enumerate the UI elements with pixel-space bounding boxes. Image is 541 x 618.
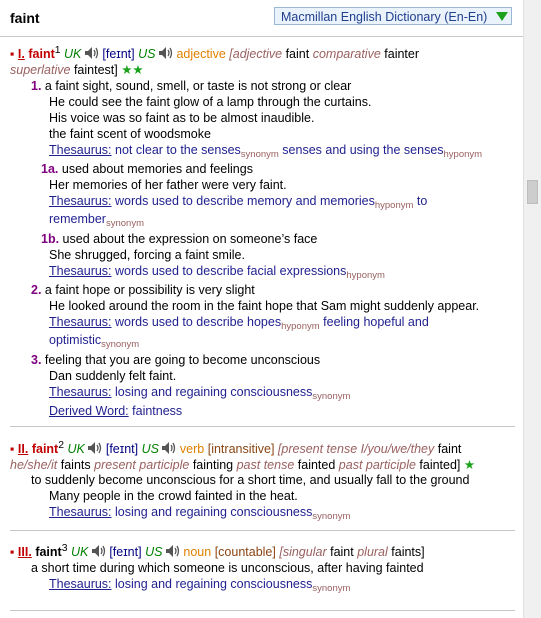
entry-2-headline-cont [10, 457, 475, 472]
entry-3-roman[interactable]: III. [17, 545, 32, 560]
sense-definition: a faint hope or possibility is very slight [44, 283, 255, 297]
dropdown-arrow-icon[interactable] [496, 12, 508, 21]
thesaurus-line [49, 194, 428, 211]
entry-3-sup: 3 [61, 543, 68, 554]
verb-form: faint [437, 442, 462, 457]
example: She shrugged, forcing a faint smile. [49, 248, 245, 262]
relation-tag: synonym [105, 218, 144, 229]
entry-divider [10, 426, 515, 427]
example: Many people in the crowd fainted in the heat. [49, 489, 298, 503]
entry-3-word: faint [35, 545, 62, 560]
example: Dan suddenly felt faint. [49, 369, 177, 383]
speaker-uk-icon[interactable] [85, 47, 99, 59]
thesaurus-line [49, 577, 351, 594]
entry-2-roman[interactable]: II. [17, 442, 29, 457]
speaker-uk-icon[interactable] [88, 442, 102, 454]
entry-3-headline [10, 543, 425, 559]
entry-1-roman[interactable]: I. [17, 47, 25, 62]
derived-word-link[interactable]: faintness [132, 404, 183, 418]
vertical-scrollbar[interactable] [523, 0, 541, 618]
sense-definition: a faint sight, sound, smell, or taste is not strong or clear [44, 79, 352, 93]
entry-3-ipa: [feɪnt] [109, 545, 142, 560]
thesaurus-label[interactable]: Thesaurus: [49, 577, 112, 591]
sense-number: 1b. [41, 232, 60, 246]
thesaurus-link[interactable]: feeling hopeful and [323, 315, 429, 329]
thesaurus-link[interactable]: senses and using the senses [282, 143, 444, 157]
verb-form: fainted] [419, 458, 461, 472]
noun-form: plural [357, 545, 388, 560]
entry-2-word: faint [31, 442, 59, 457]
example: His voice was so faint as to be almost inaudible. [49, 111, 315, 125]
entry-1-headline-cont [10, 62, 144, 77]
verb-form: fainted [297, 458, 336, 472]
thesaurus-line [49, 385, 351, 402]
verb-form: past participle [338, 458, 416, 472]
sense-definition: a short time during which someone is unconscious, after having fainted [31, 561, 424, 575]
relation-tag: hyponym [374, 200, 414, 211]
derived-label[interactable]: Derived Word: [49, 404, 129, 418]
entry-1-word: faint [28, 47, 55, 62]
entry-1-sup: 1 [54, 45, 61, 56]
sense-1b [41, 232, 317, 246]
entry-2-us: US [141, 442, 159, 457]
entry-2-ipa: [feɪnt] [105, 442, 139, 457]
verb-form: faints [60, 458, 91, 472]
entry-3-uk: UK [70, 545, 89, 560]
thesaurus-link[interactable]: losing and regaining consciousness [115, 577, 313, 591]
entry-2-headline [10, 440, 461, 456]
thesaurus-link[interactable]: words used to describe memory and memories [115, 194, 375, 208]
sense-definition: feeling that you are going to become unconscious [44, 353, 321, 367]
thesaurus-link[interactable]: words used to describe hopes [115, 315, 282, 329]
entry-bullet: ▪ [10, 545, 15, 560]
entry-bullet: ▪ [10, 47, 15, 62]
entry-1-form: faintest] [73, 63, 118, 77]
entry-1-form: [adjective [229, 47, 283, 62]
speaker-us-icon[interactable] [162, 442, 176, 454]
thesaurus-label[interactable]: Thesaurus: [49, 315, 112, 329]
thesaurus-line [49, 315, 429, 332]
thesaurus-line-cont [49, 333, 140, 350]
entry-1-headline [10, 45, 419, 61]
thesaurus-link[interactable]: losing and regaining consciousness [115, 505, 313, 519]
entry-3-us: US [145, 545, 163, 560]
headword-title: faint [10, 10, 40, 26]
entry-1-form: faint [285, 47, 310, 62]
entry-3-pos: noun [183, 545, 212, 560]
entry-1-us: US [138, 47, 156, 62]
sense-number: 2. [31, 283, 42, 297]
thesaurus-label[interactable]: Thesaurus: [49, 194, 112, 208]
relation-tag: hyponym [281, 321, 320, 332]
relation-tag: synonym [312, 583, 351, 594]
frequency-stars: ★★ [121, 63, 144, 77]
thesaurus-label[interactable]: Thesaurus: [49, 143, 112, 157]
entry-1-form: comparative [312, 47, 381, 62]
relation-tag: synonym [312, 391, 351, 402]
entry-2-uk: UK [67, 442, 85, 457]
verb-form: he/she/it [10, 458, 58, 472]
entry-2-gram: [intransitive] [207, 442, 275, 457]
speaker-us-icon[interactable] [166, 545, 180, 557]
thesaurus-label[interactable]: Thesaurus: [49, 385, 112, 399]
example: the faint scent of woodsmoke [49, 127, 211, 141]
dictionary-select-label: Macmillan English Dictionary (En-En) [281, 10, 488, 24]
relation-tag: synonym [101, 339, 140, 350]
sense-number: 1. [31, 79, 42, 93]
sense-1 [31, 79, 351, 93]
relation-tag: synonym [312, 511, 351, 522]
thesaurus-link[interactable]: to [416, 194, 428, 208]
sense-1a [41, 162, 253, 176]
entry-1-uk: UK [64, 47, 82, 62]
entry-divider [10, 530, 515, 531]
sense-definition: used about the expression on someone’s face [62, 232, 318, 246]
sense-definition: to suddenly become unconscious for a short time, and usually fall to the ground [31, 473, 470, 487]
sense-definition: used about memories and feelings [61, 162, 253, 176]
derived-line [49, 404, 182, 418]
example: He could see the faint glow of a lamp through the curtains. [49, 95, 372, 109]
sense-2 [31, 283, 255, 297]
example: He looked around the room in the faint hope that Sam might suddenly appear. [49, 299, 480, 313]
thesaurus-link[interactable]: not clear to the senses [115, 143, 241, 157]
thesaurus-link[interactable]: words used to describe facial expressions [115, 264, 347, 278]
noun-form: faint [330, 545, 354, 560]
entry-3-gram: [countable] [214, 545, 276, 560]
noun-form: faints] [391, 545, 425, 560]
relation-tag: synonym [240, 149, 279, 160]
thesaurus-label[interactable]: Thesaurus: [49, 505, 112, 519]
thesaurus-line-cont [49, 212, 144, 229]
dictionary-select[interactable] [274, 7, 512, 25]
thesaurus-line [49, 505, 351, 522]
noun-form: [singular [279, 545, 327, 560]
entry-2-sup: 2 [58, 440, 65, 451]
entry-1-form: superlative [10, 63, 71, 77]
scrollbar-thumb[interactable] [527, 180, 538, 204]
frequency-stars: ★ [463, 458, 476, 472]
thesaurus-label[interactable]: Thesaurus: [49, 264, 112, 278]
thesaurus-link[interactable]: remember [49, 212, 106, 226]
entry-1-ipa: [feɪnt] [102, 47, 135, 62]
speaker-us-icon[interactable] [159, 47, 173, 59]
entry-bullet: ▪ [10, 442, 15, 457]
speaker-uk-icon[interactable] [92, 545, 106, 557]
sense-3 [31, 353, 320, 367]
entry-divider [10, 610, 515, 611]
dictionary-header [0, 0, 523, 37]
relation-tag: hyponym [346, 270, 385, 281]
example: Her memories of her father were very faint. [49, 178, 287, 192]
thesaurus-line [49, 264, 385, 281]
sense-number: 1a. [41, 162, 59, 176]
entry-1-pos: adjective [176, 47, 226, 62]
relation-tag: hyponym [443, 149, 483, 160]
thesaurus-line [49, 143, 483, 160]
verb-form: past tense [236, 458, 295, 472]
sense-number: 3. [31, 353, 42, 367]
thesaurus-link[interactable]: optimistic [49, 333, 102, 347]
entry-2-pos: verb [179, 442, 205, 457]
verb-form: fainting [192, 458, 234, 472]
verb-form: [present tense I/you/we/they [277, 442, 435, 457]
thesaurus-link[interactable]: losing and regaining consciousness [115, 385, 313, 399]
verb-form: present participle [94, 458, 190, 472]
entry-1-form: fainter [384, 47, 420, 62]
